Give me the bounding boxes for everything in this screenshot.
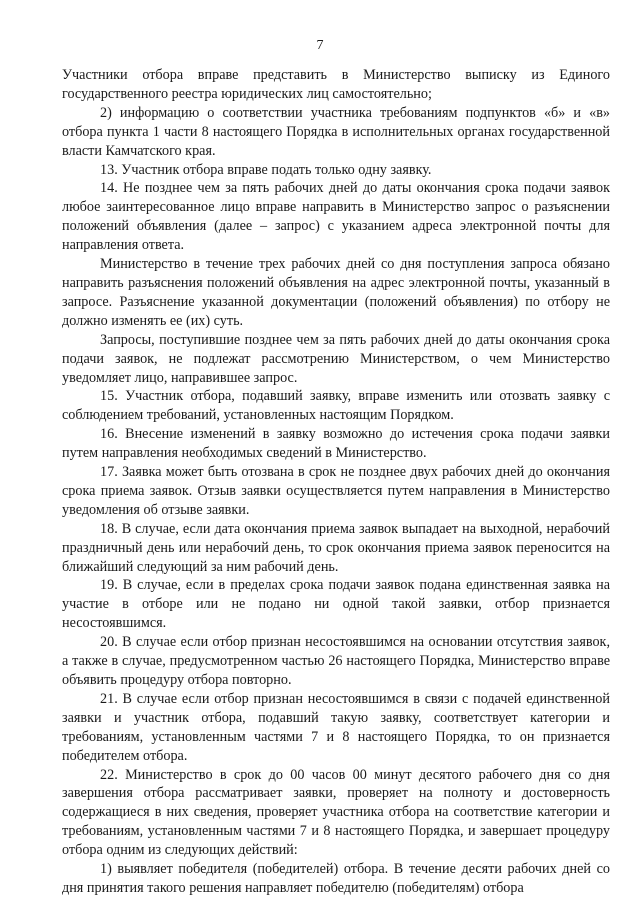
paragraph: 17. Заявка может быть отозвана в срок не позднее двух рабочих дней до окончания срока приема заявок. Отзыв заявки осуществляется путем направления в Министерство уведомления об отзыве заявки.: [62, 464, 610, 518]
paragraph: 15. Участник отбора, подавший заявку, вправе изменить или отозвать заявку с соблюдением требований, установленных настоящим Порядком.: [62, 388, 610, 424]
paragraph: 20. В случае если отбор признан несостоявшимся на основании отсутствия заявок, а также в случае, предусмотренном частью 26 настоящего Порядка, Министерство вправе объявить процедуру отбора повторно.: [62, 634, 610, 688]
paragraph: 19. В случае, если в пределах срока подачи заявок подана единственная заявка на участие в отборе или не подано ни одной такой заявки, отбор признается несостоявшимся.: [62, 577, 610, 632]
paragraph: 13. Участник отбора вправе подать только одну заявку.: [100, 161, 432, 178]
paragraph: 1) выявляет победителя (победителей) отбора. В течение десяти рабочих дней со дня принятия такого решения направляет победителю (победителям) отбора: [62, 861, 610, 896]
paragraph: 18. В случае, если дата окончания приема заявок выпадает на выходной, нерабочий праздничный день или нерабочий день, то срок окончания приема заявок переносится на ближайший следующий за ним рабочий день.: [62, 520, 610, 575]
paragraph: 14. Не позднее чем за пять рабочих дней до даты окончания срока подачи заявок любое заинтересованное лицо вправе направить в Министерство запрос о разъяснении положений объявления (далее – запрос) с указанием адреса электронной почты для направления ответа.: [62, 180, 610, 254]
paragraph: Министерство в течение трех рабочих дней со дня поступления запроса обязано направить разъяснения положений объявления на адрес электронной почты, указанный в запросе. Разъяснение указанной документации (положений объявления) по отбору не должно изменять ее (их) суть.: [62, 256, 610, 329]
document-body: [62, 66, 610, 898]
paragraph: 22. Министерство в срок до 00 часов 00 минут десятого рабочего дня со дня завершения отбора рассматривает заявки, проверяет на полноту и достоверность содержащиеся в них сведения, проверяет участника отбора на соответствие категории и требованиям, установленным частями 7 и 8 настоящего Порядка, и завершает процедуру отбора одним из следующих действий:: [62, 766, 610, 859]
paragraph: Запросы, поступившие позднее чем за пять рабочих дней до даты окончания срока подачи заявок, не подлежат рассмотрению Министерством, о чем Министерство уведомляет лицо, направившее запрос.: [62, 331, 610, 386]
paragraph: 21. В случае если отбор признан несостоявшимся в связи с подачей единственной заявки и участник отбора, подавший такую заявку, соответствует категории и требованиям, установленным частями 7 и 8 настоящего Порядка, то он признается победителем отбора.: [62, 690, 610, 764]
page-number: 7: [316, 38, 324, 53]
paragraph: Участники отбора вправе представить в Министерство выписку из Единого государственного реестра юридических лиц самостоятельно;: [62, 67, 610, 102]
paragraph: 2) информацию о соответствии участника требованиям подпунктов «б» и «в» отбора пункта 1 части 8 настоящего Порядка в исполнительных органах государственной власти Камчатского края.: [62, 104, 610, 159]
paragraph: 16. Внесение изменений в заявку возможно до истечения срока подачи заявки путем направления необходимых сведений в Министерство.: [62, 426, 610, 462]
